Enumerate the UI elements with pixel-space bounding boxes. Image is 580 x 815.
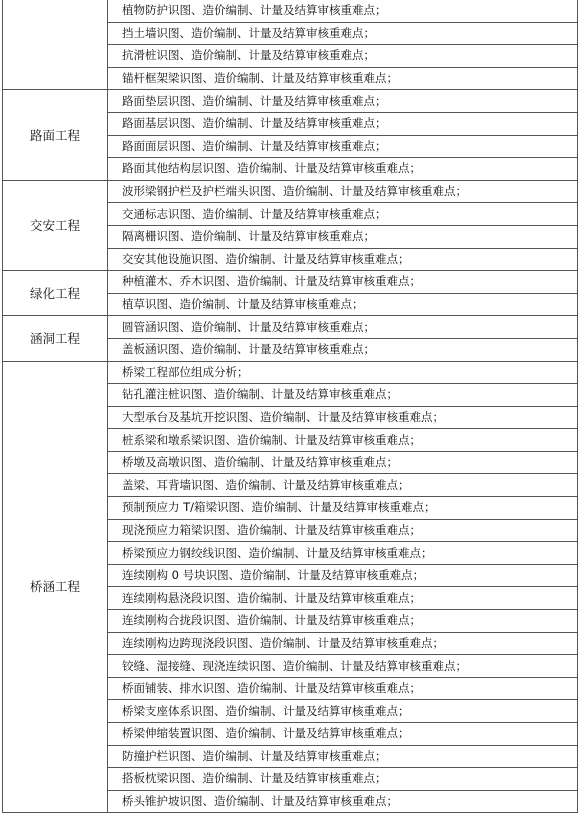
cost-topics-table (2, 0, 578, 813)
item-cell: 桥梁支座体系识图、造价编制、计量及结算审核重难点； (108, 700, 578, 723)
item-cell: 桥梁伸缩装置识图、造价编制、计量及结算审核重难点； (108, 723, 578, 746)
table-row (3, 90, 578, 113)
item-cell: 抗滑桩识图、造价编制、计量及结算审核重难点； (108, 45, 578, 68)
table-row (3, 361, 578, 384)
item-cell: 挡土墙识图、造价编制、计量及结算审核重难点； (108, 22, 578, 45)
item-cell: 连续刚构 0 号块识图、造价编制、计量及结算审核重难点； (108, 564, 578, 587)
item-cell: 交安其他设施识图、造价编制、计量及结算审核重难点； (108, 248, 578, 271)
item-cell: 现浇预应力箱梁识图、造价编制、计量及结算审核重难点； (108, 519, 578, 542)
item-cell: 预制预应力 T/箱梁识图、造价编制、计量及结算审核重难点； (108, 497, 578, 520)
category-cell: 路面工程 (3, 90, 108, 180)
item-cell: 盖梁、耳背墙识图、造价编制、计量及结算审核重难点； (108, 474, 578, 497)
item-cell: 钻孔灌注桩识图、造价编制、计量及结算审核重难点； (108, 384, 578, 407)
item-cell: 大型承台及基坑开挖识图、造价编制、计量及结算审核重难点； (108, 406, 578, 429)
item-cell: 植物防护识图、造价编制、计量及结算审核重难点； (108, 0, 578, 22)
item-cell: 路面面层识图、造价编制、计量及结算审核重难点； (108, 135, 578, 158)
item-cell: 连续刚构边跨现浇段识图、造价编制、计量及结算审核重难点； (108, 632, 578, 655)
item-cell: 连续刚构悬浇段识图、造价编制、计量及结算审核重难点； (108, 587, 578, 610)
table-row (3, 316, 578, 339)
item-cell: 桥头锥护坡识图、造价编制、计量及结算审核重难点； (108, 790, 578, 813)
item-cell: 桥墩及高墩识图、造价编制、计量及结算审核重难点； (108, 451, 578, 474)
category-cell: 交安工程 (3, 180, 108, 270)
category-cell: 桥涵工程 (3, 361, 108, 813)
item-cell: 搭板枕梁识图、造价编制、计量及结算审核重难点； (108, 768, 578, 791)
item-cell: 路面基层识图、造价编制、计量及结算审核重难点； (108, 112, 578, 135)
item-cell: 交通标志识图、造价编制、计量及结算审核重难点； (108, 203, 578, 226)
item-cell: 隔离栅识图、造价编制、计量及结算审核重难点； (108, 225, 578, 248)
table-body (3, 0, 578, 813)
category-cell (3, 0, 108, 90)
table-row (3, 180, 578, 203)
table-row (3, 0, 578, 22)
item-cell: 桥梁预应力钢绞线识图、造价编制、计量及结算审核重难点； (108, 542, 578, 565)
item-cell: 圆管涵识图、造价编制、计量及结算审核重难点； (108, 316, 578, 339)
item-cell: 植草识图、造价编制、计量及结算审核重难点； (108, 293, 578, 316)
table-row (3, 271, 578, 294)
item-cell: 路面其他结构层识图、造价编制、计量及结算审核重难点； (108, 158, 578, 181)
category-cell: 绿化工程 (3, 271, 108, 316)
item-cell: 种植灌木、乔木识图、造价编制、计量及结算审核重难点； (108, 271, 578, 294)
item-cell: 铰缝、湿接缝、现浇连续识图、造价编制、计量及结算审核重难点； (108, 655, 578, 678)
item-cell: 桩系梁和墩系梁识图、造价编制、计量及结算审核重难点； (108, 429, 578, 452)
item-cell: 防撞护栏识图、造价编制、计量及结算审核重难点； (108, 745, 578, 768)
item-cell: 路面垫层识图、造价编制、计量及结算审核重难点； (108, 90, 578, 113)
item-cell: 桥面铺装、排水识图、造价编制、计量及结算审核重难点； (108, 677, 578, 700)
item-cell: 锚杆框架梁识图、造价编制、计量及结算审核重难点； (108, 67, 578, 90)
item-cell: 连续刚构合拢段识图、造价编制、计量及结算审核重难点； (108, 610, 578, 633)
item-cell: 盖板涵识图、造价编制、计量及结算审核重难点； (108, 338, 578, 361)
item-cell: 桥梁工程部位组成分析； (108, 361, 578, 384)
item-cell: 波形梁钢护栏及护栏端头识图、造价编制、计量及结算审核重难点； (108, 180, 578, 203)
category-cell: 涵洞工程 (3, 316, 108, 361)
